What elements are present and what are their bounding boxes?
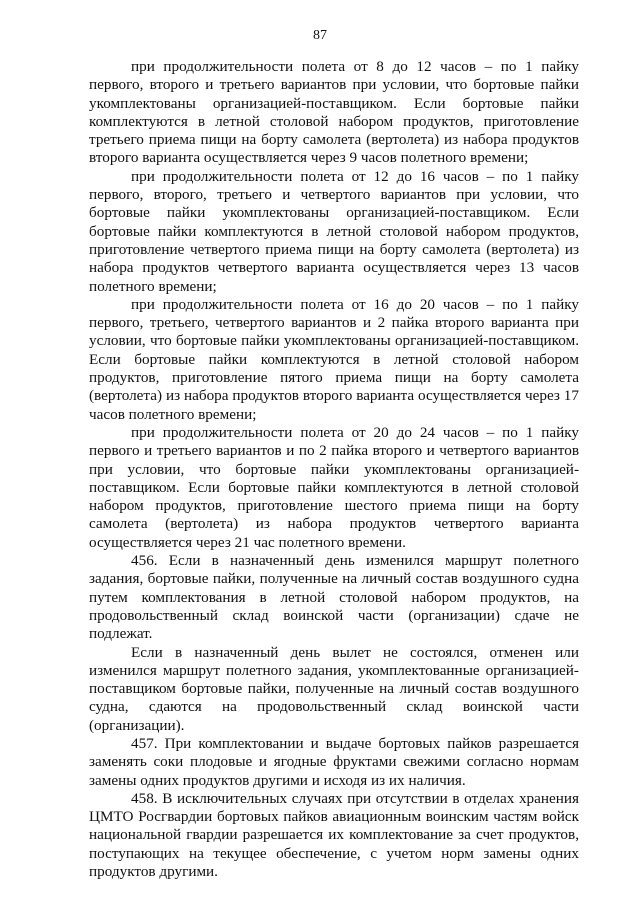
page-number: 87 xyxy=(313,28,327,43)
paragraph-item-458: 458. В исключительных случаях при отсутствии в отделах хранения ЦМТО Росгвардии бортовых пайков авиационным воинским частям войск национальной гвардии разрешается их комплектование за счет продуктов, поступающих на текущее обеспечение, с учетом норм замены одних продуктов другими. xyxy=(89,789,579,881)
paragraph-flight-12-16: при продолжительности полета от 12 до 16 часов – по 1 пайку первого, второго, третьего и четвертого вариантов при условии, что бортовые пайки укомплектованы организацией-поставщиком. Если бортовые пайки комплектуются в летной столовой набором продуктов, приготовление четвертого приема пищи на борту самолета (вертолета) из набора продуктов четвертого варианта осуществляется через 13 часов полетного времени; xyxy=(89,167,579,295)
paragraph-item-456: 456. Если в назначенный день изменился маршрут полетного задания, бортовые пайки, полученные на личный состав воздушного судна путем комплектования в летной столовой набором продуктов, на продовольственный склад воинской части (организации) сдаче не подлежат. xyxy=(89,552,579,643)
paragraph-flight-16-20: при продолжительности полета от 16 до 20 часов – по 1 пайку первого, третьего, четвертого вариантов и 2 пайка второго варианта при условии, что бортовые пайки укомплектованы организацией-поставщиком. Если бортовые пайки комплектуются в летной столовой набором продуктов, приготовление пятого приема пищи на борту самолета (вертолета) из набора продуктов второго варианта осуществляется через 17 часов полетного времени; xyxy=(89,295,579,423)
paragraph-item-457: 457. При комплектовании и выдаче бортовых пайков разрешается заменять соки плодовые и ягодные фруктами свежими согласно нормам замены одних продуктов другими и исходя из их наличия. xyxy=(89,734,579,789)
document-body xyxy=(89,58,579,881)
paragraph-item-456-cont: Если в назначенный день вылет не состоялся, отменен или изменился маршрут полетного задания, укомплектованные организацией-поставщиком бортовые пайки, полученные на личный состав воздушного судна, сдаются на продовольственный склад воинской части (организации). xyxy=(89,643,579,734)
paragraph-flight-8-12: при продолжительности полета от 8 до 12 часов – по 1 пайку первого, второго и третьего вариантов при условии, что бортовые пайки укомплектованы организацией-поставщиком. Если бортовые пайки комплектуются в летной столовой набором продуктов, приготовление третьего приема пищи на борту самолета (вертолета) из набора продуктов второго варианта осуществляется через 9 часов полетного времени; xyxy=(89,58,579,167)
paragraph-flight-20-24: при продолжительности полета от 20 до 24 часов – по 1 пайку первого и третьего вариантов и по 2 пайка второго и четвертого вариантов при условии, что бортовые пайки укомплектованы организацией-поставщиком. Если бортовые пайки комплектуются в летной столовой набором продуктов, приготовление шестого приема пищи на борту самолета (вертолета) из набора продуктов четвертого варианта осуществляется через 21 час полетного времени. xyxy=(89,423,579,551)
